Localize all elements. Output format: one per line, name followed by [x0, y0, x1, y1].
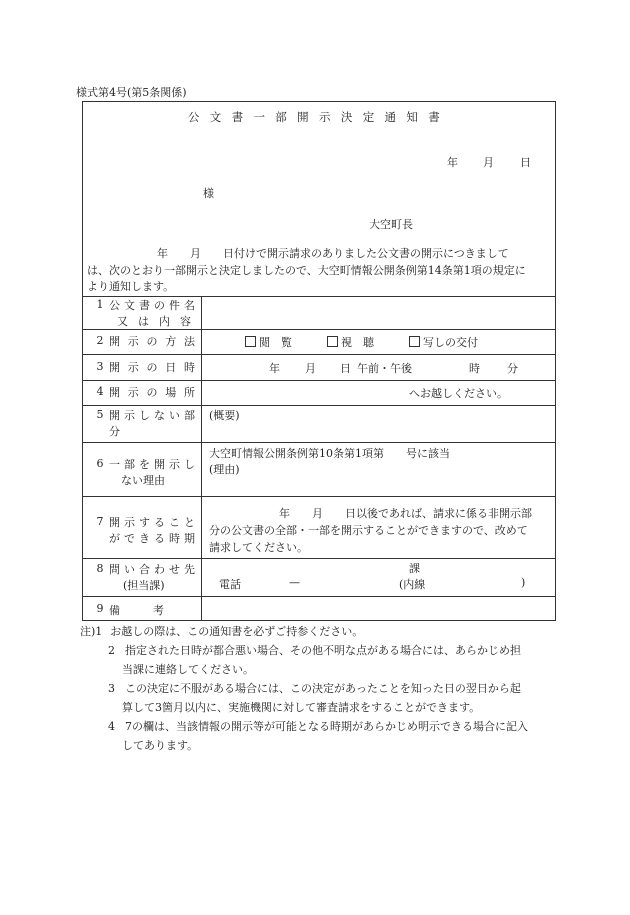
row-divider — [83, 354, 555, 355]
note-2-cont: 当課に連絡してください。 — [122, 663, 254, 676]
row-number: 4 — [96, 385, 104, 398]
note-2 — [108, 641, 521, 660]
label-column-rule — [201, 296, 202, 621]
contact-phone-label: 電話 — [219, 578, 241, 591]
notice-form — [82, 101, 556, 621]
row-number: 6 — [96, 457, 104, 470]
date-year: 年 — [447, 156, 458, 169]
datetime-day: 日 — [340, 362, 351, 375]
checkbox-icon[interactable] — [409, 336, 420, 347]
datetime-year: 年 — [269, 362, 280, 375]
row-label-possible-time: 開示すること — [109, 516, 195, 529]
note-number: 注)1 — [80, 625, 103, 638]
row-divider — [83, 496, 555, 497]
contact-extension-open: (内線 — [399, 578, 426, 591]
row-label-document-content: 又 は 内 容 — [117, 315, 191, 328]
possible-time-line2: 分の公文書の全部・一部を開示することができますので、改めて — [209, 524, 528, 537]
row-label-document-title: 公文書の件名 — [109, 299, 195, 312]
note-3 — [108, 679, 521, 698]
method-option-copy[interactable]: 写しの交付 — [409, 334, 478, 350]
row-divider — [83, 380, 555, 381]
method-option-inspection[interactable]: 閲 覧 — [245, 334, 292, 350]
row-label-undisclosed: 開示しない部 — [109, 409, 195, 422]
row-label-contact-cont: (担当課) — [123, 579, 165, 592]
intro-text-line3: より通知します。 — [87, 280, 175, 293]
contact-phone-dash: — — [289, 576, 300, 589]
contact-section: 課 — [409, 562, 420, 575]
method-option-viewing[interactable]: 視 聴 — [327, 334, 374, 350]
note-number: 3 — [108, 682, 115, 695]
note-text: 指定された日時が都合悪い場合、その他不明な点がある場合には、あらかじめ担 — [125, 644, 521, 657]
note-text: 7の欄は、当該情報の開示等が可能となる時期があらかじめ明示できる場合に記入 — [125, 720, 528, 733]
datetime-minute: 分 — [507, 362, 518, 375]
note-text: お越しの際は、この通知書を必ずご持参ください。 — [110, 625, 364, 638]
reason-article: 大空町情報公開条例第10条第1項第 号に該当 — [209, 447, 450, 460]
row-label-undisclosed-cont: 分 — [109, 425, 120, 438]
document-title: 公文書一部開示決定通知書 — [187, 110, 451, 124]
date-month: 月 — [483, 156, 494, 169]
row-label-method: 開示の方法 — [109, 335, 195, 348]
note-number: 4 — [108, 720, 115, 733]
note-4 — [108, 717, 528, 736]
row-divider — [83, 596, 555, 597]
place-instruction: へお越しください。 — [409, 387, 508, 400]
row-number: 5 — [96, 408, 104, 421]
note-number: 2 — [108, 644, 115, 657]
row-number: 1 — [96, 298, 104, 311]
row-divider — [83, 558, 555, 559]
note-4-cont: してあります。 — [122, 739, 199, 752]
possible-time-line3: 請求してください。 — [209, 541, 308, 554]
row-label-possible-time-cont: ができる時期 — [109, 532, 195, 545]
intro-text-line2: は、次のとおり一部開示と決定しましたので、大空町情報公開条例第14条第1項の規定に — [87, 264, 526, 277]
possible-time-line1: 年 月 日以後であれば、請求に係る非開示部 — [279, 507, 532, 520]
row-number: 8 — [96, 562, 104, 575]
note-3-cont: 算して3箇月以内に、実施機関に対して審査請求をすることができます。 — [122, 701, 481, 714]
contact-extension-close: ) — [521, 576, 526, 589]
row-label-remarks: 備 考 — [109, 604, 164, 617]
datetime-hour: 時 — [469, 362, 480, 375]
row-number: 9 — [96, 602, 104, 615]
row-label-contact: 問い合わせ先 — [109, 563, 195, 576]
date-day: 日 — [520, 156, 531, 169]
row-label-reason: 一部を開示し — [109, 458, 195, 471]
reason-label: (理由) — [209, 463, 240, 476]
datetime-ampm: 午前・午後 — [357, 362, 412, 375]
undisclosed-summary-label: (概要) — [209, 409, 240, 422]
note-1 — [80, 622, 363, 641]
row-number: 3 — [96, 360, 104, 373]
row-label-datetime: 開示の日時 — [109, 361, 195, 374]
row-number: 2 — [96, 334, 104, 347]
row-divider — [83, 442, 555, 443]
row-label-reason-cont: ない理由 — [121, 474, 165, 487]
row-number: 7 — [96, 515, 104, 528]
row-label-place: 開示の場所 — [109, 386, 195, 399]
checkbox-icon[interactable] — [245, 336, 256, 347]
form-number-label: 様式第4号(第5条関係) — [76, 86, 187, 99]
intro-text-line1: 年 月 日付けで開示請求のありました公文書の開示につきまして — [157, 247, 509, 260]
row-divider — [83, 405, 555, 406]
addressee-suffix: 様 — [203, 187, 214, 200]
issuer-name: 大空町長 — [369, 218, 413, 231]
note-text: この決定に不服がある場合には、この決定があったことを知った日の翌日から起 — [125, 682, 521, 695]
datetime-month: 月 — [305, 362, 316, 375]
checkbox-icon[interactable] — [327, 336, 338, 347]
table-top-rule — [83, 296, 555, 297]
